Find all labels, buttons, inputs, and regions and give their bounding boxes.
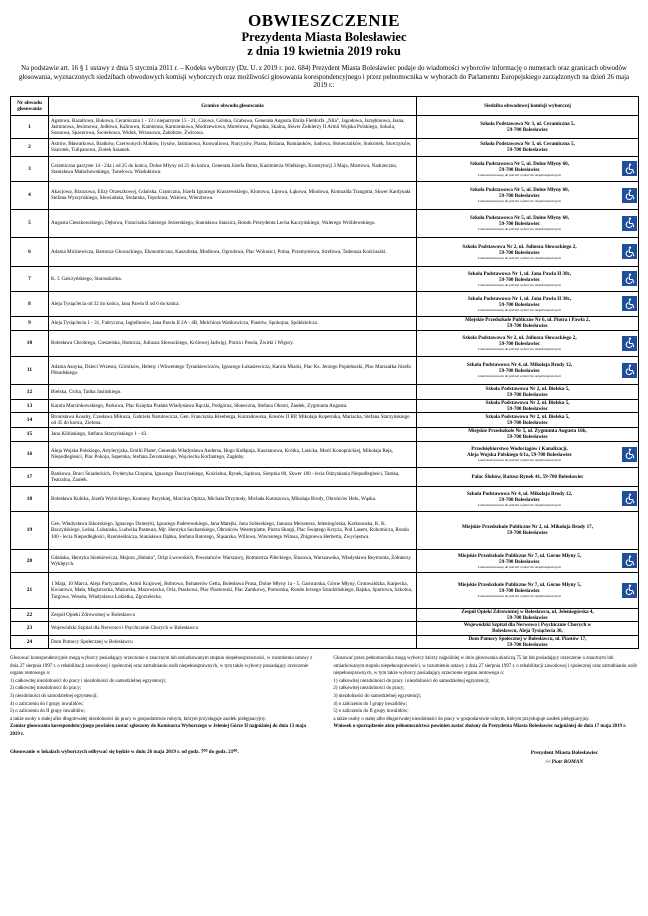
district-number: 3 bbox=[11, 156, 49, 181]
district-number: 15 bbox=[11, 427, 49, 441]
commission-seat bbox=[417, 608, 639, 621]
district-boundaries: Aleja Wojska Polskiego, Artyleryjska, Emilii Plater, Generała Władysława Andersa, Hugo Kołłątaja, Kasztanowa, Krótka, Lasicka, Marii Konopnickiej, Mikołaja Reja, Niepodległości, Plac Pokoju, Saperska, Stefana Żeromskiego, Wojciecha Korfantego, Zagłoby. bbox=[49, 441, 417, 467]
district-number: 21 bbox=[11, 572, 49, 608]
commission-seat bbox=[417, 156, 639, 181]
district-boundaries: Bronisława Kossby, Czesława Miłosza, Gabriela Narutowicza, Gen. Franciszka Kleeberga, Konradowska, Kresów II RP, Mikołaja Kopernika, Mariacka, Stefana Starzyńskiego od 45 do końca, Zielona. bbox=[49, 412, 417, 427]
table-row bbox=[11, 156, 639, 181]
wheelchair-icon bbox=[622, 244, 637, 259]
accessible-note: Lokal dostosowany do potrzeb wyborców niepełnosprawnych bbox=[477, 374, 562, 379]
district-number: 5 bbox=[11, 209, 49, 237]
commission-seat bbox=[417, 356, 639, 384]
district-boundaries: 1 Maja, 10 Marca, Aleja Partyzantów, Armii Krajowej, Bobrowa, Bohaterów Getta, Bolesława Prusa, Dolne Młyny 1a - 5, Garncarska, Górne Młyny, Grunwaldzka, Karpecka, Kwiatowa, Mała, Magistracka, Mazurska, Mazowiecka, Orla, Ptaskowa, Plac Piastowski, Plac Zamkowy, Pomorska, Rondo Jerzego Sztudzińskiego, Rajska, Sportowa, Szkolna, Targowa, Wesoła, Władysława Łokietka, Zgorzelecka. bbox=[49, 572, 417, 608]
commission-seat bbox=[417, 427, 639, 441]
district-boundaries: Zespół Opieki Zdrowotnej w Bolesławcu bbox=[49, 608, 417, 621]
siedziba-line2: 59-700 Bolesławiec bbox=[499, 341, 540, 348]
district-number: 20 bbox=[11, 549, 49, 572]
proxy-info-line: 1) całkowitej niezdolności do pracy i niezdolności do samodzielnej egzystencji; bbox=[333, 678, 490, 684]
wheelchair-icon bbox=[622, 271, 637, 286]
closing-section bbox=[10, 749, 638, 767]
proxy-info-line: Głosować przez pełnomocnika mogą wyborcy którzy najpóźniej w dniu głosowania ukończą 75 lat lub posiadający orzeczenie o znacznym lub umiarkowanym stopniu niepełnosprawności, w rozumieniu ustawy z dnia 27 sierpnia 1997 r. o rehabilitacji zawodowej i społecznej oraz zatrudnianiu osób niepełnosprawnych, w tym także wyborcy posiadający orzeczenie organu rentowego o: bbox=[333, 655, 637, 677]
siedziba-line1: Pałac Ślubów, Ratusz-Rynek 41, 59-700 Bolesławiec bbox=[471, 473, 584, 480]
commission-seat bbox=[417, 209, 639, 237]
correspondence-info-line: 5) o zaliczeniu do II grupy inwalidów; bbox=[10, 709, 86, 715]
wheelchair-icon bbox=[622, 363, 637, 378]
commission-seat bbox=[417, 572, 639, 608]
commission-seat bbox=[417, 291, 639, 316]
district-number: 8 bbox=[11, 291, 49, 316]
commission-seat bbox=[417, 621, 639, 635]
district-boundaries: Jana Kilińskiego, Stefana Starzyńskiego 1 - 43. bbox=[49, 427, 417, 441]
commission-seat bbox=[417, 384, 639, 399]
siedziba-line1: Szkoła Podstawowa Nr 2, ul. Bielska 5, bbox=[485, 385, 570, 392]
district-number: 1 bbox=[11, 115, 49, 138]
siedziba-line2: 59-700 Bolesławiec bbox=[499, 166, 540, 173]
siedziba-line2: 59-700 Bolesławiec bbox=[507, 391, 548, 398]
siedziba-line2: 59-700 Bolesławiec bbox=[499, 249, 540, 256]
table-row bbox=[11, 441, 639, 467]
table-row bbox=[11, 572, 639, 608]
siedziba-line1: Zespół Opieki Zdrowotnej w Bolesławcu, ul. Jeleniogórska 4, bbox=[461, 608, 594, 615]
district-number: 6 bbox=[11, 237, 49, 266]
district-number: 17 bbox=[11, 467, 49, 486]
district-boundaries: Adama Mickiewicza, Bartosza Głowackiego, Ekonomiczna, Kaszubska, Modłowa, Ogrodowa, Plac Wolności, Polna, Przemysłowa, Strefowa, Tadeusza Kościuszki. bbox=[49, 237, 417, 266]
accessible-note: Lokal dostosowany do potrzeb wyborców niepełnosprawnych bbox=[477, 502, 562, 507]
district-number: 10 bbox=[11, 330, 49, 356]
siedziba-line2: 59-700 Bolesławiec bbox=[507, 614, 548, 621]
proxy-info-line: 5) o zaliczeniu do II grupy inwalidów; bbox=[333, 709, 409, 715]
table-header-row bbox=[11, 96, 639, 115]
correspondence-info-line: 2) całkowitej niezdolności do pracy; bbox=[10, 686, 82, 692]
siedziba-line2: 59-700 Bolesławiec bbox=[499, 221, 540, 228]
district-boundaries: Bankowa, Braci Śniadeckich, Fryderyka Chopina, Ignacego Daszyńskiego, Kościelna, Rynek, Sądowa, Sierpnia 80, Skwer 100 - lecia Odzyskania Niepodległości, Tamka, Teatralna, Zaułek. bbox=[49, 467, 417, 486]
siedziba-line1: Miejskie Przedszkole Publiczne Nr 7, ul. Górne Młyny 5, bbox=[457, 552, 582, 559]
district-boundaries: Gen. Władysława Sikorskiego, Ignacego Domeyki, Ignacego Paderewskiego, Jana Matejki, Jana Sobieskiego, Janusza Meissnera, Jeleniogórska, Karkonoska, K. K. Baczyńskiego, Leśna, Lubańska, Ludwika Pasteura, Mjr. Henryka Sucharskiego, Obrońców Westerplatte, Piotra Skargi, Plac Świętego Krzyża, Pod Lasem, Robotnicza, Rondo 100 - lecia Niepodległości, Rzemieślnicza, Stanisława Dąbka, Stefana Batorego, Śląsarska, Willowa, Wincentego Witosa, Zbigniewa Herberta, Zwycięstwa. bbox=[49, 511, 417, 549]
wheelchair-icon bbox=[622, 336, 637, 351]
correspondence-info-line: Głosować korespondencyjnie mogą wyborcy posiadający orzeczenie o znacznym lub umiarkowanym stopniu niepełnosprawności, w rozumieniu ustawy z dnia 27 sierpnia 1997 r. o rehabilitacji zawodowej i społecznej oraz zatrudnianiu osób niepełnosprawnych, w tym także wyborcy posiadający orzeczenie organu rentowego o: bbox=[10, 655, 313, 677]
district-boundaries: Ceramiczna parzyste 14 - 24a i od 25 do końca, Dolne Młyny od 21 do końca, Generała Józefa Bema, Kazimierza Wielkiego, Konstytucji 3 Maja, Mostowa, Nadrzeczna, Stanisława Małachowskiego, Tunelowa, Wiaduktowa. bbox=[49, 156, 417, 181]
wheelchair-icon bbox=[622, 553, 637, 568]
accessible-note: Lokal dostosowany do potrzeb wyborców niepełnosprawnych bbox=[477, 564, 562, 569]
siedziba-line1: Szkoła Podstawowa Nr 2, ul. Juliusza Słowackiego 2, bbox=[462, 243, 577, 250]
district-boundaries: Agatowa, Bazaltowa, Bukowa, Ceramiczna 1 - 13 i nieparzyste 15 - 21, Cisowa, Górska, Grabowa, Generała Augusta Emila Fieldorfa „Nila", Jagodowa, Jarzębinowa, Jasna, Jaśminowa, Jesionowa, Jodłowa, Kalinowa, Kamienna, Kamionkowa, Modrzewiowa, Morelowa, Pogodna, Skalna, Skwer Żołnierzy II Armii Wojska Polskiego, Sokola, Sosnowa, Spacerowa, Świerkowa, Widok, Wrzosowa, Zabobrze, Żwirowa. bbox=[49, 115, 417, 138]
district-number: 7 bbox=[11, 266, 49, 291]
district-boundaries: K. I. Gałczyńskiego, Staroszkolna. bbox=[49, 266, 417, 291]
table-row bbox=[11, 237, 639, 266]
accessible-note: Lokal dostosowany do potrzeb wyborców niepełnosprawnych bbox=[477, 255, 562, 260]
proxy-info-line: Wniosek o sporządzenie aktu pełnomocnictwa powinien zostać złożony do Prezydenta Miasta Bolesławiec najpóźniej do dnia 17 maja 2019 r. bbox=[333, 724, 627, 730]
table-row bbox=[11, 399, 639, 412]
siedziba-line2: 59-700 Bolesławiec bbox=[507, 323, 548, 330]
correspondence-info-line: Zamiar głosowania korespondencyjnego powinien zostać zgłoszony do Komisarza Wyborczego w Jeleniej Górze II najpóźniej do dnia 13 maja 2019 r. bbox=[10, 724, 307, 737]
wheelchair-icon bbox=[622, 296, 637, 311]
siedziba-line2: 59-700 Bolesławiec bbox=[507, 126, 548, 133]
district-boundaries: Aleja Tysiąclecia 1 - 31, Fabryczna, Jagiellonów, Jana Pawła II 2A - 4B, Melchiora Wańkowicza, Piastów, Spokojna, Spółdzielcza. bbox=[49, 316, 417, 330]
proxy-info-line: 3) niezdolności do samodzielnej egzystencji; bbox=[333, 693, 422, 699]
siedziba-line1: Szkoła Podstawowa Nr 3, ul. Ceramiczna 5, bbox=[480, 141, 575, 148]
correspondence-voting-info bbox=[10, 655, 315, 739]
table-row bbox=[11, 115, 639, 138]
commission-seat bbox=[417, 635, 639, 648]
accessible-note: Lokal dostosowany do potrzeb wyborców niepełnosprawnych bbox=[477, 172, 562, 177]
voting-info bbox=[10, 655, 638, 739]
districts-table-body bbox=[11, 115, 639, 648]
siedziba-line1: Miejskie Przedszkole Publiczne Nr 7, ul. Górne Młyny 5, bbox=[457, 582, 582, 589]
table-row bbox=[11, 511, 639, 549]
table-row bbox=[11, 467, 639, 486]
signer-title: Prezydent Miasta Bolesławiec bbox=[530, 749, 598, 756]
siedziba-line1: Szkoła Podstawowa Nr 3, ul. Ceramiczna 5, bbox=[480, 120, 575, 127]
district-boundaries: Wojewódzki Szpital dla Nerwowo i Psychicznie Chorych w Bolesławcu bbox=[49, 621, 417, 635]
siedziba-line2: 59-700 Bolesławiec bbox=[499, 276, 540, 283]
siedziba-line2: 59-700 Bolesławiec bbox=[499, 193, 540, 200]
commission-seat bbox=[417, 316, 639, 330]
siedziba-line2: 59-700 Bolesławiec bbox=[507, 434, 548, 441]
commission-seat bbox=[417, 181, 639, 209]
siedziba-line1: Szkoła Podstawowa Nr 2, ul. Juliusza Słowackiego 2, bbox=[462, 335, 577, 342]
districts-table bbox=[10, 96, 639, 649]
district-boundaries: Bolesława Chrobrego, Cieszelska, Hutnicza, Juliusza Słowackiego, Królowej Jadwigi, Piotra i Pawła, Żwirki i Wigury. bbox=[49, 330, 417, 356]
table-row bbox=[11, 608, 639, 621]
siedziba-line1: Wojewódzki Szpital dla Nerwowo i Psychicznie Chorych w bbox=[463, 622, 592, 629]
table-row bbox=[11, 181, 639, 209]
correspondence-info-line: a także osoby o stałej albo długotrwałej niezdolności do pracy w gospodarstwie rolnym, którym przysługuje zasiłek pielęgnacyjny. bbox=[10, 716, 267, 722]
notice-title: OBWIESZCZENIE bbox=[248, 11, 400, 30]
wheelchair-icon bbox=[622, 491, 637, 506]
accessible-note: Lokal dostosowany do potrzeb wyborców niepełnosprawnych bbox=[477, 347, 562, 352]
table-row bbox=[11, 486, 639, 511]
district-number: 24 bbox=[11, 635, 49, 648]
district-boundaries: Gdańska, Henryka Sienkiewicza, Majora „Hubala", Orląt Lwowskich, Powstańców Warszawy, Rotmistrza Pileckiego, Śluzowa, Warszawska, Władysława Reymonta, Żołnierzy Wyklętych. bbox=[49, 549, 417, 572]
voting-hours: Głosowanie w lokalach wyborczych odbywać się będzie w dniu 26 maja 2019 r. od godz. 7⁰⁰ do godz. 21⁰⁰. bbox=[10, 748, 239, 755]
commission-seat bbox=[417, 115, 639, 138]
district-boundaries: Bielska, Cicha, Tadka Jasińskiego. bbox=[49, 384, 417, 399]
accessible-note: Lokal dostosowany do potrzeb wyborców niepełnosprawnych bbox=[477, 307, 562, 312]
siedziba-line2: 59-700 Bolesławiec bbox=[507, 405, 548, 412]
notice-page bbox=[10, 0, 638, 767]
accessible-note: Lokal dostosowany do potrzeb wyborców niepełnosprawnych bbox=[477, 458, 562, 463]
wheelchair-icon bbox=[622, 216, 637, 231]
district-boundaries: Astrów, Bławatkowa, Bratków, Czerwonych Maków, Irysów, Jaśminowa, Konwaliowa, Narcyzów, Piasta, Różana, Rumianków, Sadowa, Słoneczników, Stokrotek, Storczyków, Szarotek, Tulipanowa, Ziołek Sasanek. bbox=[49, 138, 417, 156]
siedziba-line2: 59-700 Bolesławiec bbox=[507, 147, 548, 154]
wheelchair-icon bbox=[622, 188, 637, 203]
table-row bbox=[11, 291, 639, 316]
siedziba-line2: 59-700 Bolesławiec bbox=[499, 558, 540, 565]
district-boundaries: Bolesława Kubika, Józefa Wybickiego, Komuny Paryskiej, Marcina Opitza, Michała Drzymały, Michała Kutuszowa, Mikołaja Brody, Obrońców Helu, Wąska. bbox=[49, 486, 417, 511]
wheelchair-icon bbox=[622, 447, 637, 462]
table-row bbox=[11, 266, 639, 291]
district-boundaries: Karola Marcinkowskiego, Parkowa, Plac Księdza Prałata Władysława Rączki, Podgórna, Słoneczna, Stefana Okrzei, Zaułek, Zygmunta Augusta. bbox=[49, 399, 417, 412]
district-number: 14 bbox=[11, 412, 49, 427]
siedziba-line1: Dom Pomocy Społecznej w Bolesławcu, ul. Piastów 17, bbox=[468, 635, 587, 642]
commission-seat bbox=[417, 511, 639, 549]
district-number: 23 bbox=[11, 621, 49, 635]
accessible-note: Lokal dostosowany do potrzeb wyborców niepełnosprawnych bbox=[477, 594, 562, 599]
siedziba-line1: Miejskie Przedszkole Publiczne Nr 2, ul. Mikołaja Brody 17, bbox=[462, 524, 593, 531]
correspondence-info-line: 3) niezdolności do samodzielnej egzystencji; bbox=[10, 693, 98, 699]
district-number: 18 bbox=[11, 486, 49, 511]
proxy-info-line: 4) o zaliczeniu do I grupy inwalidów; bbox=[333, 701, 408, 707]
district-boundaries: Dom Pomocy Społecznej w Bolesławcu bbox=[49, 635, 417, 648]
proxy-info-line: a także osoby o stałej albo długotrwałej niezdolności do pracy w gospodarstwie rolnym, którym przysługuje zasiłek pielęgnacyjny. bbox=[333, 716, 590, 722]
commission-seat bbox=[417, 549, 639, 572]
notice-subtitle-date: z dnia 19 kwietnia 2019 roku bbox=[247, 44, 401, 58]
siedziba-line1: Szkoła Podstawowa Nr 5, ul. Dolne Młyny 60, bbox=[470, 160, 569, 167]
siedziba-line1: Szkoła Podstawowa Nr 5, ul. Dolne Młyny 60, bbox=[470, 215, 569, 222]
siedziba-line2: 59-700 Bolesławiec bbox=[499, 588, 540, 595]
signer-name: /-/ Piotr ROMAN bbox=[545, 758, 584, 765]
commission-seat bbox=[417, 486, 639, 511]
table-row bbox=[11, 316, 639, 330]
commission-seat bbox=[417, 399, 639, 412]
notice-intro: Na podstawie art. 16 § 1 ustawy z dnia 5 stycznia 2011 r. – Kodeks wyborczy (Dz. U. z 2019 r. poz. 684) Prezydent Miasta Bolesławiec podaje do wiadomości wyborców informację o numerach oraz granicach obwodów głosowania, wyznaczonych siedzibach obwodowych komisji wyborczych oraz możliwości głosowania korespondencyjnego i przez pełnomocnika w wyborach do Parlamentu Europejskiego zarządzonych na dzień 26 maja 2019 r.: bbox=[18, 65, 630, 90]
district-number: 12 bbox=[11, 384, 49, 399]
siedziba-line1: Szkoła Podstawowa Nr 5, ul. Dolne Młyny 60, bbox=[470, 187, 569, 194]
siedziba-line2: 59-700 Bolesławiec bbox=[507, 419, 548, 426]
siedziba-line2: Aleja Wojska Polskiego 6/1a, 59-700 Bolesławiec bbox=[467, 452, 572, 459]
proxy-voting-info bbox=[333, 655, 638, 739]
siedziba-line1: Miejskie Przedszkole Nr 5, ul. Zygmunta Augusta 16b, bbox=[468, 428, 587, 435]
accessible-note: Lokal dostosowany do potrzeb wyborców niepełnosprawnych bbox=[477, 227, 562, 232]
commission-seat bbox=[417, 441, 639, 467]
siedziba-line1: Szkoła Podstawowa Nr 1, ul. Jana Pawła II 38c, bbox=[467, 270, 572, 277]
wheelchair-icon bbox=[622, 583, 637, 598]
siedziba-line1: Szkoła Podstawowa Nr 4, ul. Mikołaja Brody 12, bbox=[466, 490, 573, 497]
district-boundaries: Augusta Cieszkowskiego, Dębowa, Franciszka Salezego Jezierskiego, Stanisława Staszica, Rondo Prezydenta Lecha Kaczyńskiego, Walerego Wróblewskiego. bbox=[49, 209, 417, 237]
siedziba-line1: Miejskie Przedszkole Publiczne Nr 6, ul. Piotra i Pawła 2, bbox=[465, 317, 590, 324]
siedziba-line1: Szkoła Podstawowa Nr 2, ul. Bielska 5, bbox=[485, 413, 570, 420]
siedziba-line2: 59-700 Bolesławiec bbox=[499, 496, 540, 503]
table-row bbox=[11, 356, 639, 384]
siedziba-line1: Szkoła Podstawowa Nr 2, ul. Bielska 5, bbox=[485, 399, 570, 406]
col-header-granice: Granice obwodu głosowania bbox=[49, 96, 417, 115]
siedziba-line1: Szkoła Podstawowa Nr 4, ul. Mikołaja Brody 12, bbox=[466, 362, 573, 369]
district-boundaries: Aleja Tysiąclecia od 32 do końca, Jana Pawła II od 6 do końca. bbox=[49, 291, 417, 316]
proxy-info-line: 2) całkowitej niezdolności do pracy; bbox=[333, 686, 405, 692]
district-number: 4 bbox=[11, 181, 49, 209]
table-row bbox=[11, 621, 639, 635]
correspondence-info-line: 1) całkowitej niezdolności do pracy i niezdolności do samodzielnej egzystencji; bbox=[10, 678, 167, 684]
table-row bbox=[11, 549, 639, 572]
siedziba-line1: Szkoła Podstawowa Nr 1, ul. Jana Pawła II 38c, bbox=[467, 295, 572, 302]
commission-seat bbox=[417, 237, 639, 266]
district-number: 11 bbox=[11, 356, 49, 384]
correspondence-info-line: 4) o zaliczeniu do I grupy inwalidów; bbox=[10, 701, 84, 707]
district-boundaries: Adama Asnyka, Dzieci Wrzesni, Górników, Heleny i Wincentego Tyrankiewiczów, Ignacego Łukasiewicza, Karola Miarki, Plac Ks. Jerzego Popiełuszki, Plac Marszałka Józefa Piłsudskiego. bbox=[49, 356, 417, 384]
col-header-nr: Nr obwodu głosowania bbox=[11, 96, 49, 115]
signature-block bbox=[531, 749, 598, 767]
district-boundaries: Akacjowa, Brzozowa, Elizy Orzeszkowej, Gdańska, Graniczna, Józefa Ignacego Kraszewskiego, Klonowa, Lipowa, Łąkowa, Miodowa, Romualda Traugutta, Skwer Kardynała Stefana Wyszyńskiego, Słowiańska, Stolarska, Topolowa, Walowa, Wierzbowa. bbox=[49, 181, 417, 209]
notice-subtitle-authority: Prezydenta Miasta Bolesławiec bbox=[241, 30, 407, 44]
commission-seat bbox=[417, 330, 639, 356]
table-row bbox=[11, 138, 639, 156]
table-row bbox=[11, 384, 639, 399]
col-header-siedziba: Siedziba obwodowej komisji wyborczej bbox=[417, 96, 639, 115]
table-row bbox=[11, 412, 639, 427]
commission-seat bbox=[417, 138, 639, 156]
table-row bbox=[11, 635, 639, 648]
siedziba-line2: 59-700 Bolesławiec bbox=[499, 301, 540, 308]
table-row bbox=[11, 330, 639, 356]
district-number: 22 bbox=[11, 608, 49, 621]
commission-seat bbox=[417, 266, 639, 291]
table-row bbox=[11, 427, 639, 441]
commission-seat bbox=[417, 412, 639, 427]
siedziba-line1: Przedsiębiorstwo Wodociągów i Kanalizacji, bbox=[471, 446, 568, 453]
district-number: 16 bbox=[11, 441, 49, 467]
siedziba-line2: 59-700 Bolesławiec bbox=[499, 368, 540, 375]
siedziba-line2: 59-700 Bolesławiec bbox=[507, 530, 548, 537]
wheelchair-icon bbox=[622, 161, 637, 176]
accessible-note: Lokal dostosowany do potrzeb wyborców niepełnosprawnych bbox=[477, 199, 562, 204]
district-number: 19 bbox=[11, 511, 49, 549]
accessible-note: Lokal dostosowany do potrzeb wyborców niepełnosprawnych bbox=[477, 282, 562, 287]
table-row bbox=[11, 209, 639, 237]
district-number: 13 bbox=[11, 399, 49, 412]
siedziba-line2: Bolesławcu, Aleja Tysiąclecia 30, bbox=[492, 628, 563, 635]
district-number: 9 bbox=[11, 316, 49, 330]
siedziba-line2: 59-700 Bolesławiec bbox=[507, 641, 548, 648]
commission-seat bbox=[417, 467, 639, 486]
district-number: 2 bbox=[11, 138, 49, 156]
